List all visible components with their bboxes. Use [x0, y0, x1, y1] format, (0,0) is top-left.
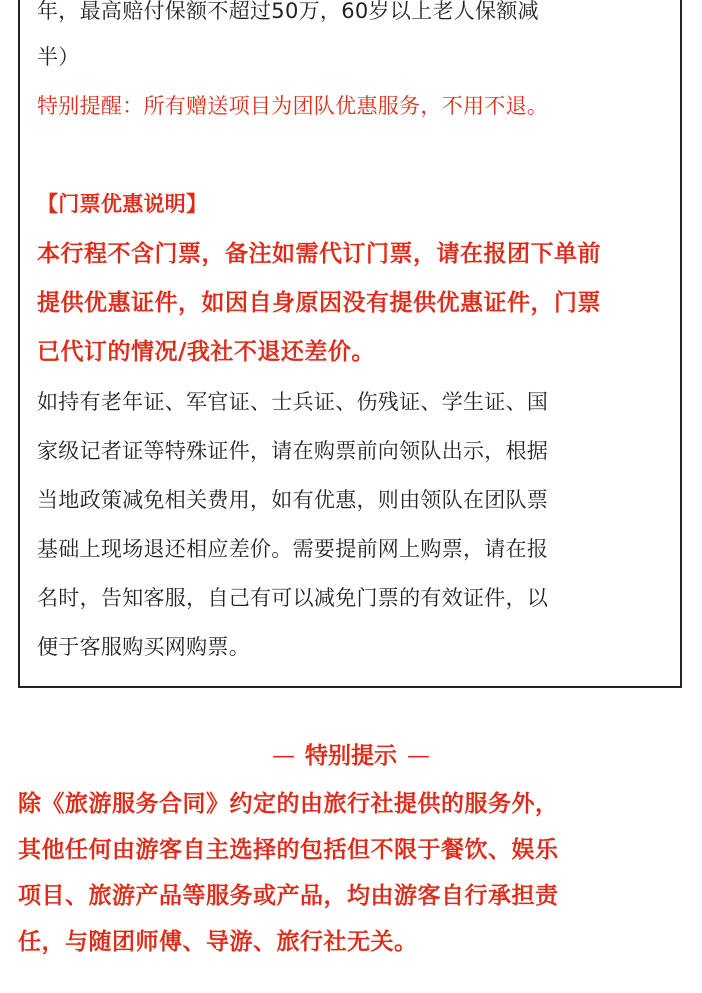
- ticket-body-line: 当地政策减免相关费用，如有优惠，则由领队在团队票: [37, 488, 549, 512]
- ticket-body-line: 如持有老年证、军官证、士兵证、伤残证、学生证、国: [37, 390, 549, 414]
- ticket-body-line: 家级记者证等特殊证件，请在购票前向领队出示，根据: [37, 439, 549, 463]
- special-reminder: 特别提醒：所有赠送项目为团队优惠服务，不用不退。: [37, 94, 549, 118]
- ticket-body-line: 基础上现场退还相应差价。需要提前网上购票，请在报: [37, 537, 549, 561]
- ticket-body-line: 名时，告知客服，自己有可以减免门票的有效证件，以: [37, 586, 549, 610]
- insurance-text-line: 半）: [37, 45, 80, 69]
- special-tip-line: 其他任何由游客自主选择的包括但不限于餐饮、娱乐: [18, 837, 559, 863]
- special-tip-title: 特别提示: [305, 743, 397, 769]
- special-tip-line: 项目、旅游产品等服务或产品，均由游客自行承担责: [18, 883, 559, 909]
- ticket-notice-line: 本行程不含门票，备注如需代订门票，请在报团下单前: [37, 241, 601, 267]
- ticket-section-title: 【门票优惠说明】: [37, 192, 208, 216]
- ticket-notice-line: 提供优惠证件，如因自身原因没有提供优惠证件，门票: [37, 290, 601, 316]
- heading-dash-left: —: [272, 743, 295, 769]
- ticket-body-line: 便于客服购买网购票。: [37, 635, 250, 659]
- special-tip-line: 除《旅游服务合同》约定的由旅行社提供的服务外，: [18, 791, 559, 817]
- heading-dash-right: —: [407, 743, 430, 769]
- ticket-notice-line: 已代订的情况/我社不退还差价。: [37, 339, 375, 365]
- special-tip-line: 任，与随团师傅、导游、旅行社无关。: [18, 929, 418, 955]
- insurance-text-line: 年，最高赔付保额不超过50万，60岁以上老人保额减: [37, 0, 539, 23]
- special-tip-heading: [0, 740, 702, 772]
